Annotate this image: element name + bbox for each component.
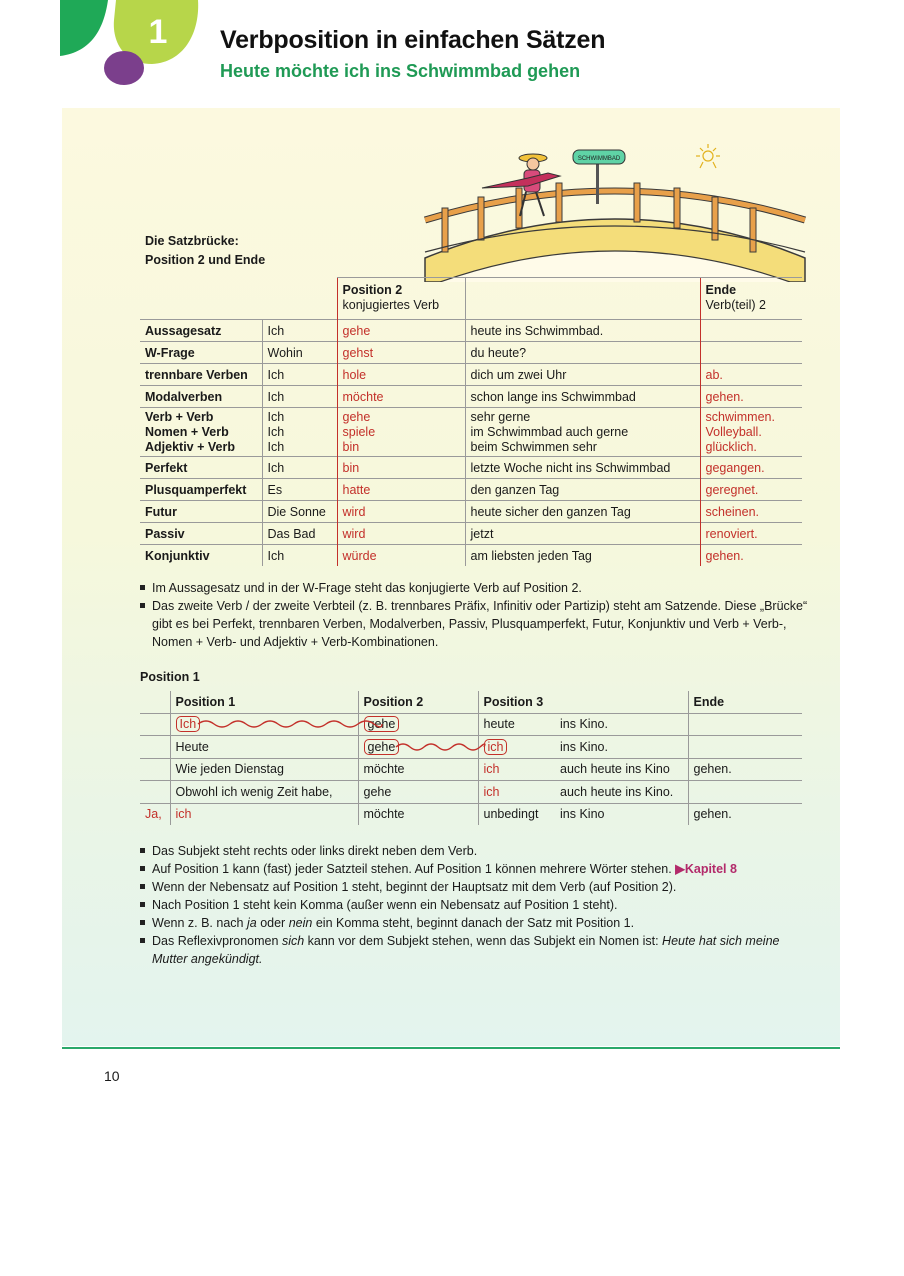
footer-rule	[62, 1047, 840, 1049]
list-item: Wenn der Nebensatz auf Position 1 steht, beginnt der Hauptsatz mit dem Verb (auf Position 2).	[140, 878, 810, 896]
table-row: Ja, ich möchte unbedingt ins Kino gehen.	[140, 803, 802, 825]
green-leaf-shape	[60, 0, 108, 56]
list-item: Nach Position 1 steht kein Komma (außer wenn ein Nebensatz auf Position 1 steht).	[140, 896, 810, 914]
table-row: W-Frage Wohin gehst du heute?	[140, 342, 802, 364]
list-item: Im Aussagesatz und in der W-Frage steht das konjugierte Verb auf Position 2.	[140, 579, 810, 597]
sign-text: SCHWIMMBAD	[577, 156, 621, 162]
table-header-row: Position 2 konjugiertes Verb Ende Verb(teil) 2	[140, 278, 802, 320]
list-item: Auf Position 1 kann (fast) jeder Satzteil stehen. Auf Position 1 können mehrere Wörter stehen. ▶Kapitel 8	[140, 860, 810, 878]
table-row: Obwohl ich wenig Zeit habe, gehe ich auch heute ins Kino.	[140, 781, 802, 804]
rules-list-2	[140, 842, 810, 968]
purple-blob-shape	[104, 51, 144, 85]
list-item: Das Subjekt steht rechts oder links direkt neben dem Verb.	[140, 842, 810, 860]
chapter-badge	[0, 0, 210, 100]
page-subtitle: Heute möchte ich ins Schwimmbad gehen	[220, 61, 581, 81]
satzbruecke-heading: Die Satzbrücke: Position 2 und Ende	[145, 234, 266, 267]
table-row: Plusquamperfekt Es hatte den ganzen Tag geregnet.	[140, 479, 802, 501]
table-header-row: Position 1 Position 2 Position 3 Ende	[140, 691, 802, 713]
table-row: Aussagesatz Ich gehe heute ins Schwimmbad.	[140, 320, 802, 342]
list-item: Das Reflexivpronomen sich kann vor dem Subjekt stehen, wenn das Subjekt ein Nomen ist: Heute hat sich meine Mutter angekündigt.	[140, 932, 810, 968]
rules-list-1	[140, 579, 810, 651]
list-item: Das zweite Verb / der zweite Verbteil (z. B. trennbares Präfix, Infinitiv oder Partizip) steht am Satzende. Diese „Brücke“ gibt es bei Perfekt, trennbaren Verben, Modalverben, Passiv, Plusquamperfekt, Futur, Konjunktiv und Verb + Verb-, Nomen + Verb- und Adjektiv + Verb-Kombinationen.	[140, 597, 810, 651]
table-row: Futur Die Sonne wird heute sicher den ganzen Tag scheinen.	[140, 501, 802, 523]
table-row: Ich gehe heute ins Kino.	[140, 713, 802, 736]
table-row: trennbare Verben Ich hole dich um zwei Uhr ab.	[140, 364, 802, 386]
sun-icon	[696, 144, 720, 168]
table-row: Konjunktiv Ich würde am liebsten jeden Tag gehen.	[140, 545, 802, 567]
table-row: Verb + Verb Nomen + Verb Adjektiv + Verb Ich Ich Ich gehe spiele bin sehr gerne im Schwimmbad auch gerne beim Schwimmen sehr schwimmen. Volleyball. glücklich.	[140, 408, 802, 457]
table-row: Modalverben Ich möchte schon lange ins Schwimmbad gehen.	[140, 386, 802, 408]
list-item: Wenn z. B. nach ja oder nein ein Komma steht, beginnt danach der Satz mit Position 1.	[140, 914, 810, 932]
table-row: Heute gehe ich ins Kino.	[140, 736, 802, 759]
position1-heading: Position 1	[140, 670, 200, 684]
chapter-link[interactable]: ▶Kapitel 8	[675, 862, 737, 876]
table-row: Passiv Das Bad wird jetzt renoviert.	[140, 523, 802, 545]
table-row: Perfekt Ich bin letzte Woche nicht ins Schwimmbad gegangen.	[140, 457, 802, 479]
chapter-number: 1	[148, 13, 168, 51]
bridge-illustration	[420, 140, 810, 282]
page-title: Verbposition in einfachen Sätzen	[220, 26, 606, 54]
page-number: 10	[104, 1068, 120, 1084]
position1-table	[140, 691, 802, 825]
table-row: Wie jeden Dienstag möchte ich auch heute ins Kino gehen.	[140, 758, 802, 781]
satzbruecke-table	[140, 277, 802, 566]
